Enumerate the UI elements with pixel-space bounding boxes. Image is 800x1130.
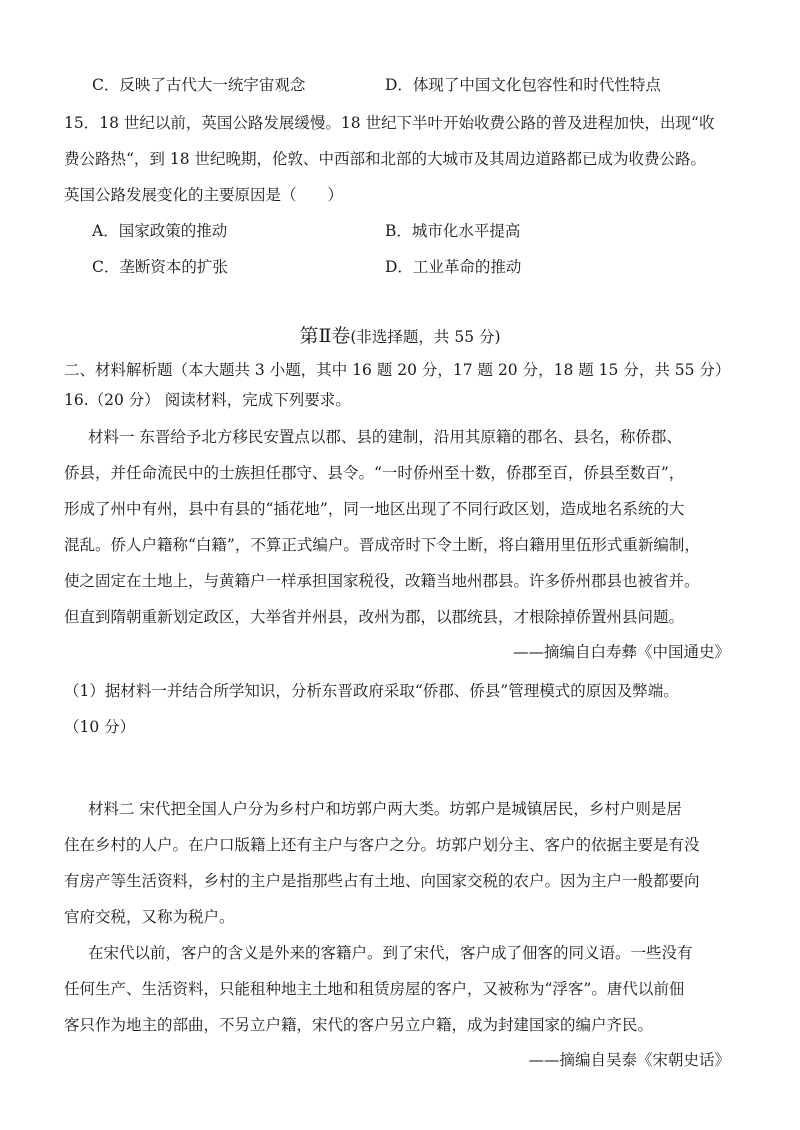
q15-option-a: A．国家政策的推动: [92, 222, 228, 240]
material2-line: 客只作为地主的部曲，不另立户籍，宋代的客户另立户籍，成为封建国家的编户齐民。: [64, 1016, 654, 1034]
q16-1-score: （10 分）: [64, 718, 136, 736]
q15-stem-line: 费公路热“，到 18 世纪晚期，伦敦、中西部和北部的大城市及其周边道路都已成为收费公路。: [64, 150, 707, 168]
q15-option-c: C．垄断资本的扩张: [92, 258, 228, 276]
q14-option-c: C．反映了古代大一统宇宙观念: [92, 76, 306, 94]
q15-option-b: B．城市化水平提高: [385, 222, 521, 240]
material1-line: 形成了州中有州，县中有县的“插花地”，同一地区出现了不同行政区划，造成地名系统的大: [64, 500, 685, 518]
part2-title: [0, 324, 800, 349]
section-heading: 二、材料解析题（本大题共 3 小题，其中 16 题 20 分，17 题 20 分，18 题 15 分，共 55 分）: [64, 361, 731, 379]
q16-1-question: （1）据材料一并结合所学知识，分析东晋政府采取“侨郡、侨县”管理模式的原因及弊端。: [64, 682, 679, 700]
material2-line: 住在乡村的人户。在户口版籍上还有主户与客户之分。坊郭户划分主、客户的依据主要是有没: [64, 836, 700, 854]
material1-line: 但直到隋朝重新划定政区，大举省并州县，改州为郡，以郡统县，才根除掉侨置州县问题。: [64, 608, 685, 626]
material2-line: 任何生产、生活资料，只能租种地主土地和租赁房屋的客户，又被称为“浮客”。唐代以前佃: [64, 980, 685, 998]
material2-source: ——摘编自吴泰《宋朝史话》: [528, 1051, 730, 1069]
material2-line: 官府交税，又称为税户。: [64, 908, 235, 926]
material1-line: 侨县，并任命流民中的士族担任郡守、县令。“一时侨州至十数，侨郡至百，侨县至数百”，: [64, 464, 685, 482]
material1-line: 混乱。侨人户籍称“白籍”，不算正式编户。晋成帝时下令土断，将白籍用里伍形式重新编制，: [64, 536, 700, 554]
material2-line: 材料二 宋代把全国人户分为乡村户和坊郭户两大类。坊郭户是城镇居民，乡村户则是居: [88, 800, 682, 818]
material1-line: 材料一 东晋给予北方移民安置点以郡、县的建制，沿用其原籍的郡名、县名，称侨郡、: [88, 428, 682, 446]
q14-option-d: D．体现了中国文化包容性和时代性特点: [385, 76, 661, 94]
q16-heading: 16.（20 分） 阅读材料，完成下列要求。: [64, 391, 351, 409]
material2-line: 有房产等生活资料，乡村的主户是指那些占有土地、向国家交税的农户。因为主户一般都要向: [64, 872, 700, 890]
q15-option-d: D．工业革命的推动: [385, 258, 522, 276]
q15-stem-line: 15．18 世纪以前，英国公路发展缓慢。18 世纪下半叶开始收费公路的普及进程加快，出现“收: [64, 114, 715, 132]
material2-line: 在宋代以前，客户的含义是外来的客籍户。到了宋代，客户成了佃客的同义语。一些没有: [88, 944, 693, 962]
part2-subtitle: (非选择题，共 55 分): [350, 328, 501, 346]
material1-line: 使之固定在土地上，与黄籍户一样承担国家税役，改籍当地州郡县。许多侨州郡县也被省并。: [64, 572, 700, 590]
material1-source: ——摘编自白寿彝《中国通史》: [512, 643, 730, 661]
q15-stem-line: 英国公路发展变化的主要原因是（ ）: [64, 186, 344, 204]
part2-title-main: 第Ⅱ卷: [299, 325, 351, 347]
